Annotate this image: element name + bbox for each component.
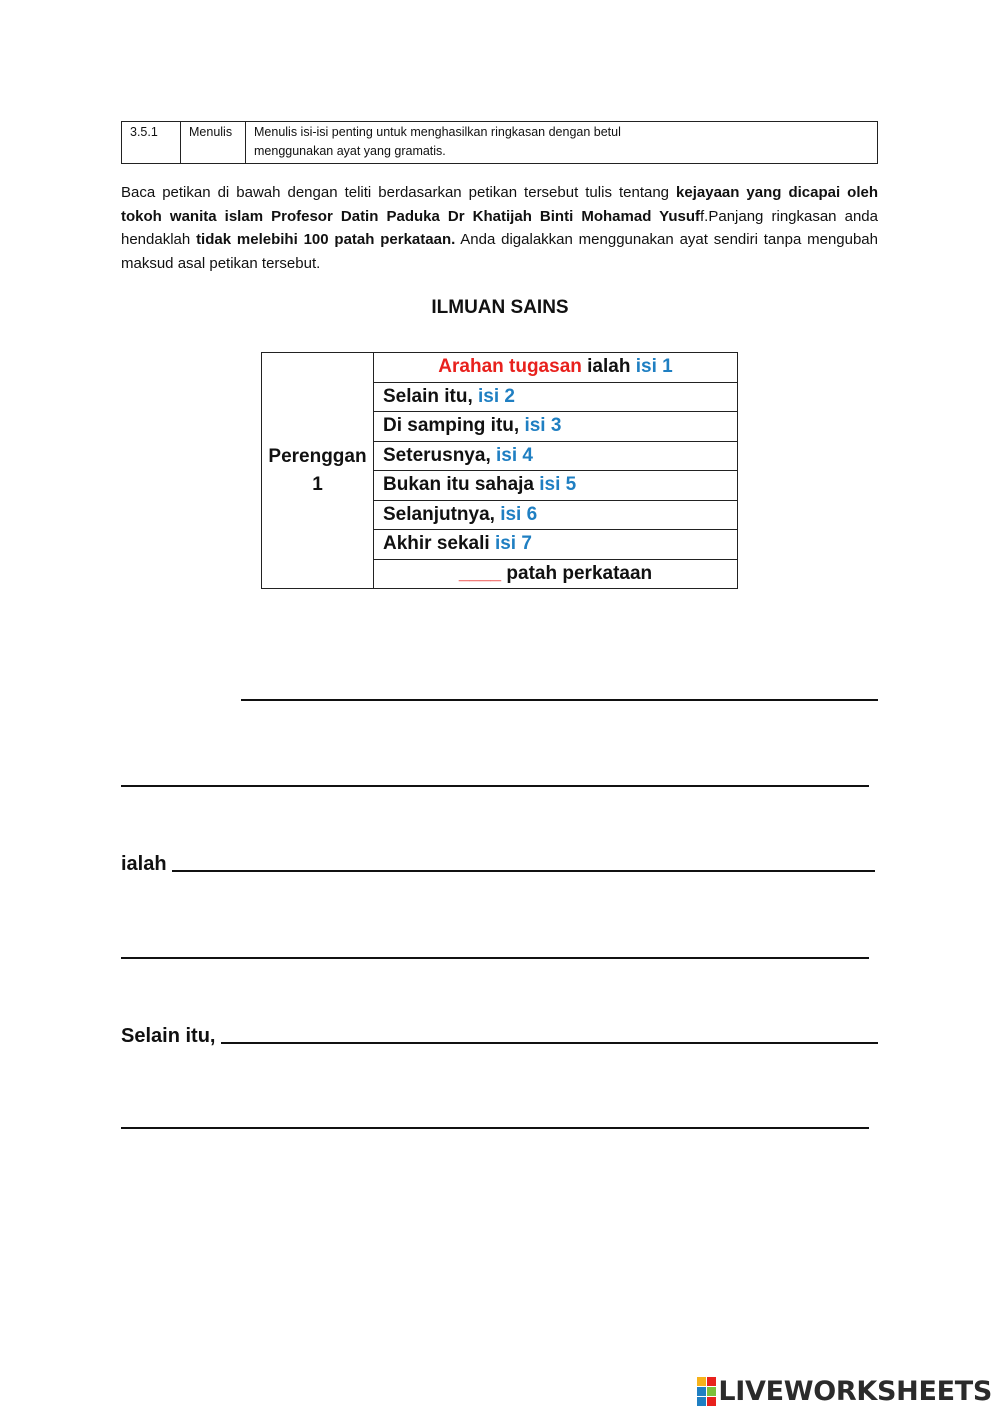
instructions-text-2: f.Panjang ringkasan anda hendaklah (121, 207, 878, 248)
guide-text: Di samping itu, (383, 415, 525, 437)
instructions-paragraph (121, 181, 878, 275)
guide-text: Seterusnya, (383, 444, 496, 466)
liveworksheets-logo-icon (697, 1377, 716, 1406)
guide-text: ialah (581, 356, 636, 378)
answer-blank[interactable] (172, 870, 875, 872)
liveworksheets-logo[interactable] (697, 1375, 992, 1407)
guide-blue-text: isi 1 (635, 356, 673, 378)
paragraph-label: Perenggan (268, 445, 367, 467)
guide-row (262, 353, 738, 383)
answer-blank[interactable] (121, 1127, 869, 1129)
answer-line-6[interactable] (121, 1105, 869, 1135)
standard-description-line2: menggunakan ayat yang gramatis. (254, 144, 446, 158)
answer-line-label: ialah (121, 853, 173, 875)
guide-red-text: Arahan tugasan (438, 356, 582, 378)
guide-cell-6 (374, 500, 738, 530)
answer-line-1[interactable] (241, 677, 878, 707)
learning-standard-row (122, 122, 878, 164)
guide-cell-2 (374, 382, 738, 412)
learning-standard-table (121, 121, 878, 164)
page-title: ILMUAN SAINS (431, 297, 569, 318)
guide-cell-1 (374, 353, 738, 383)
answer-line-3[interactable] (121, 848, 875, 878)
guide-blue-text: isi 2 (478, 385, 516, 407)
word-count-label: patah perkataan (501, 562, 653, 584)
guide-blue-text: isi 3 (524, 415, 562, 437)
guide-blue-text: isi 7 (494, 533, 532, 555)
instructions-text-1: Baca petikan di bawah dengan teliti berdasarkan petikan tersebut tulis tentang (121, 184, 677, 201)
guide-text: Bukan itu sahaja (383, 474, 540, 496)
liveworksheets-logo-text: LIVEWORKSHEETS (718, 1375, 992, 1407)
answer-line-2[interactable] (121, 763, 869, 793)
answer-blank[interactable] (221, 1042, 878, 1044)
answer-line-5[interactable] (121, 1020, 878, 1050)
summary-guide-table (261, 352, 738, 589)
word-count-cell (374, 559, 738, 589)
standard-description (246, 122, 878, 164)
guide-cell-4 (374, 441, 738, 471)
answer-blank[interactable] (241, 699, 878, 701)
paragraph-label-cell (262, 353, 374, 589)
guide-blue-text: isi 5 (539, 474, 577, 496)
standard-code: 3.5.1 (122, 122, 181, 164)
answer-blank[interactable] (121, 785, 869, 787)
standard-description-line1: Menulis isi-isi penting untuk menghasilkan ringkasan dengan betul (254, 125, 621, 139)
guide-cell-7 (374, 530, 738, 560)
paragraph-number: 1 (312, 473, 323, 495)
word-count-blank: ____ (458, 562, 502, 584)
guide-cell-3 (374, 412, 738, 442)
standard-skill: Menulis (181, 122, 246, 164)
instructions-bold-1: kejayaan yang dicapai oleh tokoh wanita islam Profesor Datin Paduka Dr Khatijah Binti Mohamad Yusuf (121, 184, 878, 225)
guide-cell-5 (374, 471, 738, 501)
answer-blank[interactable] (121, 957, 869, 959)
guide-text: Selain itu, (383, 385, 479, 407)
answer-line-4[interactable] (121, 935, 869, 965)
guide-blue-text: isi 4 (496, 444, 533, 466)
guide-text: Selanjutnya, (383, 503, 501, 525)
instructions-bold-2: tidak melebihi 100 patah perkataan. (196, 231, 456, 248)
guide-text: Akhir sekali (383, 533, 495, 555)
guide-blue-text: isi 6 (500, 503, 538, 525)
answer-line-label: Selain itu, (121, 1025, 222, 1047)
instructions-text-3: Anda digalakkan menggunakan ayat sendiri tanpa mengubah maksud asal petikan tersebut. (121, 231, 878, 272)
